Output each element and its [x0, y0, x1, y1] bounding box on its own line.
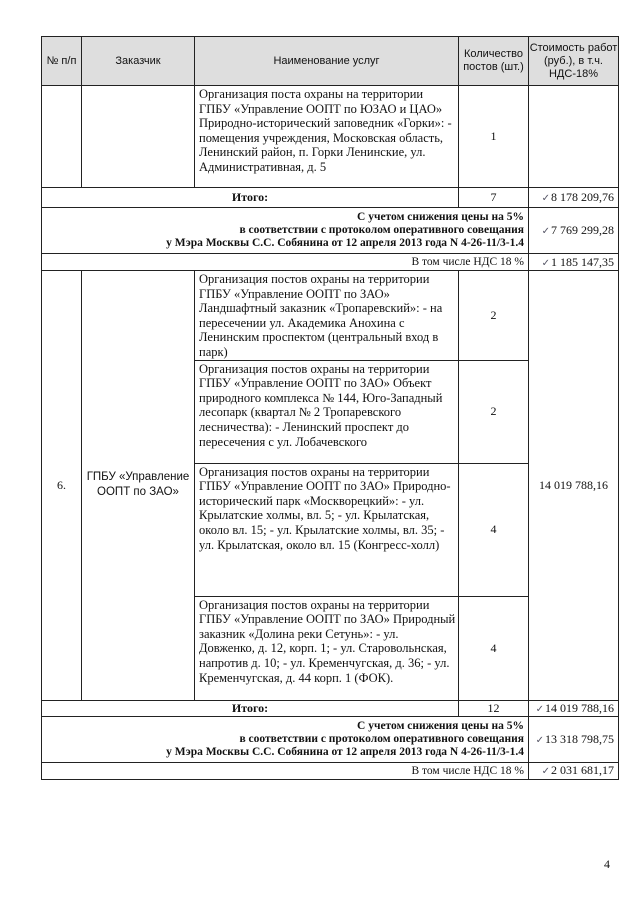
reduction-cost-value: 7 769 299,28 [551, 223, 614, 237]
header-posts: Количество постов (шт.) [459, 37, 529, 86]
service-description: Организация постов охраны на территории ГПБУ «Управление ООПТ по ЗАО» Ландшафтный заказник «Тропаревский»: - на пересечении ул. Академика Анохина с Ленинским проспектом (центральный вход в парк) [195, 271, 459, 361]
reduction-cost [529, 716, 619, 762]
reduction-note [42, 716, 529, 762]
check-mark-icon: ✓ [541, 226, 550, 237]
nds-row [42, 254, 619, 271]
service-description: Организация поста охраны на территории ГПБУ «Управление ООПТ по ЮЗАО и ЦАО» Природно-исторический заповедник «Горки»: - помещения учреждения, Московская область, Ленинский район, п. Горки Ленинские, ул. Административная, д. 5 [195, 86, 459, 188]
posts-count: 4 [459, 596, 529, 700]
check-mark-icon: ✓ [535, 703, 544, 715]
nds-cost [529, 254, 619, 271]
total-label: Итого: [42, 188, 459, 208]
reduction-line-1: С учетом снижения цены на 5% [357, 719, 524, 732]
group-cost: 14 019 788,16 [529, 271, 619, 701]
reduction-line-2: в соответствии с протоколом оперативного совещания [239, 224, 524, 236]
table-header-row [42, 37, 619, 86]
total-cost-value: 14 019 788,16 [545, 700, 614, 715]
total-posts: 7 [459, 188, 529, 208]
reduction-line-3: у Мэра Москвы С.С. Собянина от 12 апреля 2013 года N 4-26-11/3-1.4 [166, 237, 524, 249]
posts-count: 4 [459, 463, 529, 596]
service-description: Организация постов охраны на территории ГПБУ «Управление ООПТ по ЗАО» Объект природного комплекса № 144, Юго-Западный лесопарк (квартал № 2 Тропаревского лесничества): - Ленинский проспект до пересечения с ул. Лобачевского [195, 360, 459, 463]
nds-label: В том числе НДС 18 % [42, 254, 529, 271]
reduction-line-2: в соответствии с протоколом оперативного совещания [239, 732, 524, 745]
service-description: Организация постов охраны на территории ГПБУ «Управление ООПТ по ЗАО» Природный заказник «Долина реки Сетунь»: - ул. Довженко, д. 12, корп. 1; - ул. Старовольнская, напротив д. 10; - ул. Кременчугская, д. 36; - ул. Кременчугская, д. 44 корп. 1 (ФОК). [195, 596, 459, 700]
reduction-line-3: у Мэра Москвы С.С. Собянина от 12 апреля 2013 года N 4-26-11/3-1.4 [166, 745, 524, 758]
nds-cost-value: 1 185 147,35 [551, 254, 614, 269]
reduction-row [42, 716, 619, 762]
check-mark-icon: ✓ [541, 766, 550, 778]
reduction-cost [529, 208, 619, 254]
total-row [42, 188, 619, 208]
services-table [41, 36, 619, 780]
total-label: Итого: [42, 700, 459, 716]
service-description: Организация постов охраны на территории ГПБУ «Управление ООПТ по ЗАО» Природно-исторический парк «Москворецкий»: - ул. Крылатские холмы, вл. 5; - ул. Крылатская, около вл. 15; - ул. Крылатские холмы, вл. 35; - ул. Крылатская, около вл. 15 (Конгресс-холл) [195, 463, 459, 596]
total-cost [529, 700, 619, 716]
posts-count: 1 [459, 86, 529, 188]
reduction-cost-value: 13 318 798,75 [545, 731, 614, 746]
header-service: Наименование услуг [195, 37, 459, 86]
page-number: 4 [604, 857, 610, 871]
nds-cost [529, 762, 619, 779]
header-cost: Стоимость работ (руб.), в т.ч. НДС-18% [529, 37, 619, 86]
reduction-line-1: С учетом снижения цены на 5% [357, 211, 524, 223]
nds-cost-value: 2 031 681,17 [551, 763, 614, 778]
reduction-note [42, 208, 529, 254]
table-row [42, 86, 619, 188]
check-mark-icon: ✓ [541, 257, 550, 269]
check-mark-icon: ✓ [535, 734, 544, 746]
check-mark-icon: ✓ [541, 193, 550, 204]
total-cost [529, 188, 619, 208]
posts-count: 2 [459, 360, 529, 463]
row-number: 6. [42, 271, 82, 701]
cell-customer [82, 86, 195, 188]
reduction-row [42, 208, 619, 254]
cell-num [42, 86, 82, 188]
header-customer: Заказчик [82, 37, 195, 86]
customer-name: ГПБУ «Управление ООПТ по ЗАО» [82, 271, 195, 701]
cell-cost [529, 86, 619, 188]
header-num: № п/п [42, 37, 82, 86]
posts-count: 2 [459, 271, 529, 361]
total-row [42, 700, 619, 716]
table-row [42, 271, 619, 361]
total-posts: 12 [459, 700, 529, 716]
total-cost-value: 8 178 209,76 [551, 190, 614, 204]
nds-row [42, 762, 619, 779]
nds-label: В том числе НДС 18 % [42, 762, 529, 779]
